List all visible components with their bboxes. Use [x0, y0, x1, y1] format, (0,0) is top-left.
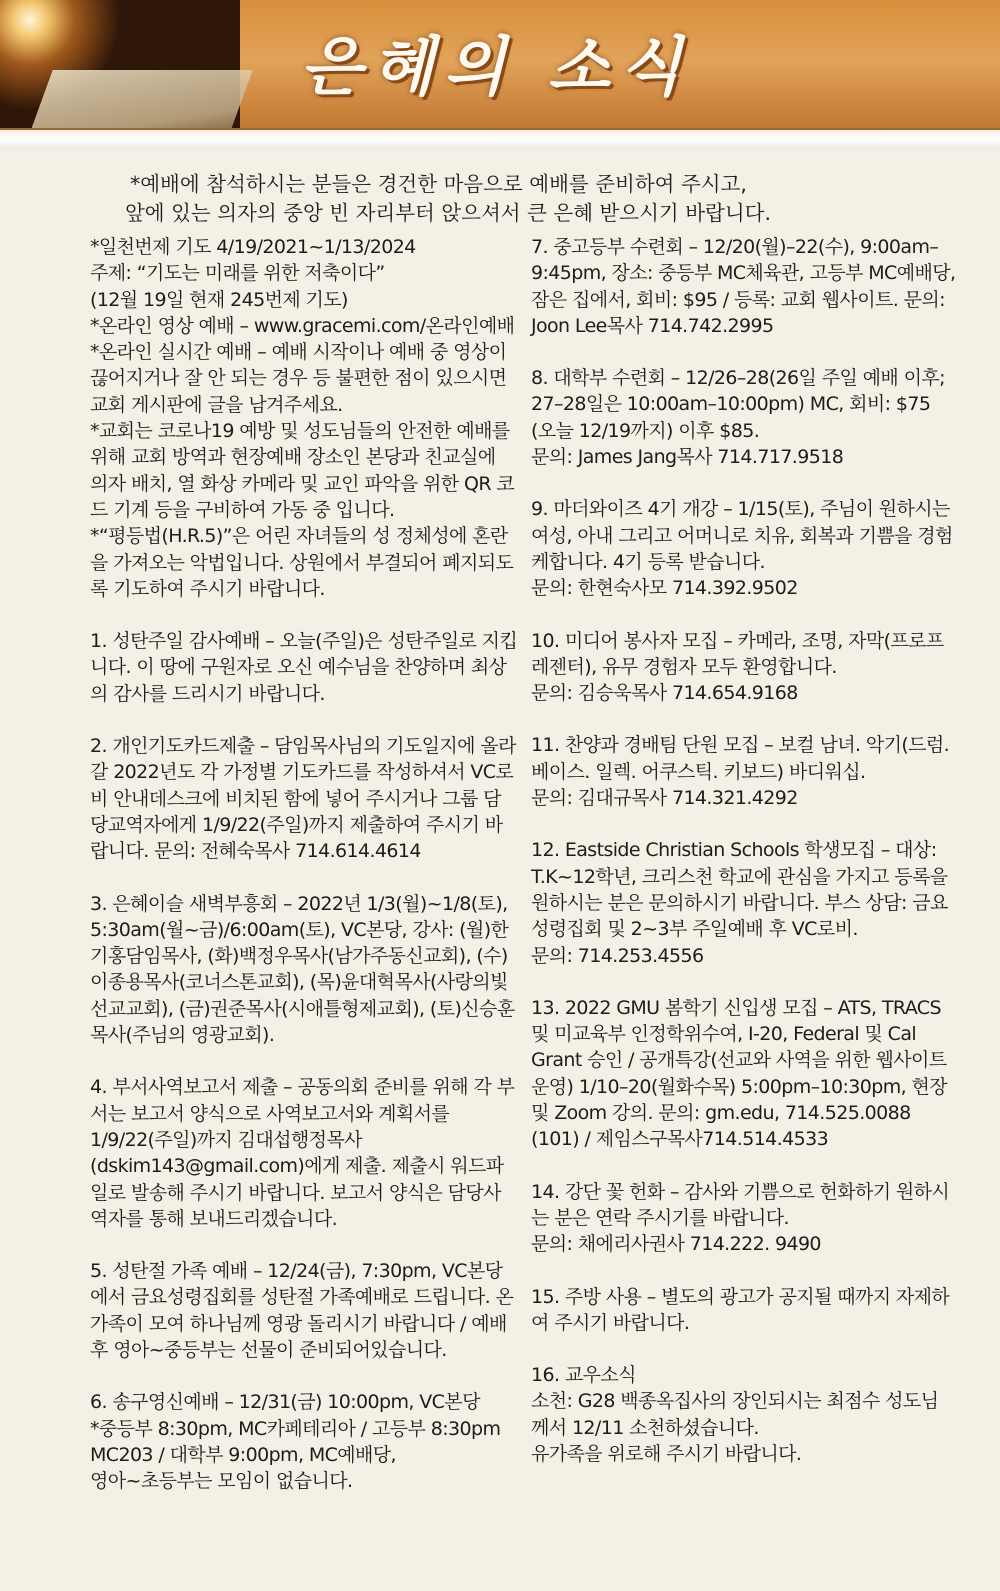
- contact-line: 문의: 채에리사권사 714.222. 9490: [531, 1233, 821, 1256]
- announcement-item: 9. 마더와이즈 4기 개강 – 1/15(토), 주님이 원하시는 여성, 아내 그리고 어머니로 치유, 회복과 기쁨을 경험케합니다. 4기 등록 받습니다.: [531, 498, 953, 573]
- header-divider: [0, 128, 1000, 150]
- worship-notice: [125, 170, 890, 228]
- intro-line: 주제: “기도는 미래를 위한 저축이다”: [90, 262, 385, 285]
- intro-line: *일천번제 기도 4/19/2021~1/13/2024: [90, 236, 416, 258]
- intro-line: *교회는 코로나19 예방 및 성도님들의 안전한 예배를 위해 교회 방역과 현장예배 장소인 본당과 친교실에 의자 배치, 열 화상 카메라 및 교인 파악을 위한 QR 코드 기계 등을 구비하여 가동 중 입니다.: [90, 420, 515, 521]
- announcement-detail: 유가족을 위로해 주시기 바랍니다.: [531, 1442, 802, 1465]
- announcement-detail: *중등부 8:30pm, MC카페테리아 / 고등부 8:30pm MC203 / 대학부 9:00pm, MC예배당,: [90, 1417, 501, 1466]
- intro-line: *온라인 영상 예배 – www.gracemi.com/온라인예배: [90, 314, 515, 337]
- notice-line: 앞에 있는 의자의 중앙 빈 자리부터 앉으셔서 큰 은혜 받으시기 바랍니다.: [125, 201, 771, 225]
- notice-line: *예배에 참석하시는 분들은 경건한 마음으로 예배를 준비하여 주시고,: [130, 172, 747, 196]
- announcement-item: 2. 개인기도카드제출 – 담임목사님의 기도일지에 올라갈 2022년도 각 가정별 기도카드를 작성하셔서 VC로비 안내데스크에 비치된 함에 넣어 주시거나 그룹 담당교역자에게 1/9/22(주일)까지 제출하여 주시기 바랍니다. 문의: 전혜숙목사 714.614.4614: [90, 735, 516, 863]
- announcement-detail: 소천: G28 백종옥집사의 장인되시는 최점수 성도님께서 12/11 소천하셨습니다.: [531, 1390, 939, 1439]
- announcement-detail: 영아~초등부는 모임이 없습니다.: [90, 1470, 353, 1493]
- announcement-item: 12. Eastside Christian Schools 학생모집 – 대상: T.K~12학년, 크리스천 학교에 관심을 가지고 등록을 원하시는 분은 문의하시기 바랍니다. 부스 상담: 금요성령집회 및 2~3부 주일예배 후 VC로비.: [531, 839, 948, 941]
- intro-line: *“평등법(H.R.5)”은 어린 자녀들의 성 정체성에 혼란을 가져오는 악법입니다. 상원에서 부결되어 폐지되도록 기도하여 주시기 바랍니다.: [90, 525, 514, 600]
- candle-bible-photo: [0, 0, 240, 130]
- header-banner: [0, 0, 1000, 150]
- announcement-item: 10. 미디어 봉사자 모집 – 카메라, 조명, 자막(프로프레젠터), 유무 경험자 모두 환영합니다.: [531, 629, 944, 678]
- page-title: 은혜의 소식: [300, 30, 692, 105]
- announcement-item: 1. 성탄주일 감사예배 – 오늘(주일)은 성탄주일로 지킵니다. 이 땅에 구원자로 오신 예수님을 찬양하며 최상의 감사를 드리시기 바랍니다.: [90, 630, 518, 705]
- announcement-item: 6. 송구영신예배 – 12/31(금) 10:00pm, VC본당: [90, 1391, 480, 1414]
- contact-line: 문의: 김대규목사 714.321.4292: [531, 787, 798, 810]
- contact-line: 문의: 김승욱목사 714.654.9168: [531, 682, 798, 705]
- announcement-item: 15. 주방 사용 – 별도의 광고가 공지될 때까지 자제하여 주시기 바랍니다.: [531, 1285, 950, 1334]
- right-column: [531, 234, 956, 1467]
- contact-line: 문의: James Jang목사 714.717.9518: [531, 446, 844, 469]
- announcement-item: 4. 부서사역보고서 제출 – 공동의회 준비를 위해 각 부서는 보고서 양식으로 사역보고서와 계획서를 1/9/22(주일)까지 김대섭행정목사(dskim143@gmail.com)에게 제출. 제출시 워드파일로 발송해 주시기 바랍니다. 보고서 양식은 담당사역자를 통해 보내드리겠습니다.: [90, 1076, 515, 1230]
- announcement-item: 16. 교우소식: [531, 1364, 636, 1387]
- announcement-item: 11. 찬양과 경배팀 단원 모집 – 보컬 남녀. 악기(드럼. 베이스. 일렉. 어쿠스틱. 키보드) 바디워십.: [531, 734, 950, 783]
- intro-line: (12월 19일 현재 245번제 기도): [90, 288, 348, 311]
- announcement-item: 14. 강단 꽃 헌화 – 감사와 기쁨으로 헌화하기 원하시는 분은 연락 주시기를 바랍니다.: [531, 1180, 950, 1229]
- announcement-item: 8. 대학부 수련회 – 12/26–28(26일 주일 예배 이후; 27–28일은 10:00am–10:00pm) MC, 회비: $75 (오늘 12/19까지) 이후 $85.: [531, 367, 945, 442]
- announcement-item: 7. 중고등부 수련회 – 12/20(월)–22(수), 9:00am–9:45pm, 장소: 중등부 MC체육관, 고등부 MC예배당, 잠은 집에서, 회비: $95 / 등록: 교회 웹사이트. 문의: Joon Lee목사 714.742.2995: [531, 236, 956, 337]
- intro-line: *온라인 실시간 예배 – 예배 시작이나 예배 중 영상이 끊어지거나 잘 안 되는 경우 등 불편한 점이 있으시면 교회 게시판에 글을 남겨주세요.: [90, 341, 507, 416]
- announcement-item: 13. 2022 GMU 봄학기 신입생 모집 – ATS, TRACS 및 미교육부 인정학위수여, I-20, Federal 및 Cal Grant 승인 / 공개특강(선교와 사역을 위한 웹사이트 운영) 1/10–20(월화수목) 5:00pm–10:30pm, 현장 및 Zoom 강의. 문의: gm.edu, 714.525.0088 (101) / 제임스구목사714.514.4533: [531, 996, 948, 1151]
- left-column: [90, 234, 518, 1494]
- contact-line: 문의: 714.253.4556: [531, 944, 704, 967]
- announcement-item: 5. 성탄절 가족 예배 – 12/24(금), 7:30pm, VC본당에서 금요성령집회를 성탄절 가족예배로 드립니다. 온 가족이 모여 하나님께 영광 돌리시기 바랍니다 / 예배후 영아~중등부는 선물이 준비되어있습니다.: [90, 1260, 514, 1361]
- announcement-item: 3. 은혜이슬 새벽부흥회 – 2022년 1/3(월)~1/8(토), 5:30am(월~금)/6:00am(토), VC본당, 강사: (월)한기홍담임목사, (화)백정우목사(남가주동신교회), (수)이종용목사(코너스톤교회), (목)윤대혁목사(사랑의빛선교교회), (금)권준목사(시애틀형제교회), (토)신승훈목사(주님의 영광교회).: [90, 892, 515, 1047]
- contact-line: 문의: 한현숙사모 714.392.9502: [531, 577, 798, 600]
